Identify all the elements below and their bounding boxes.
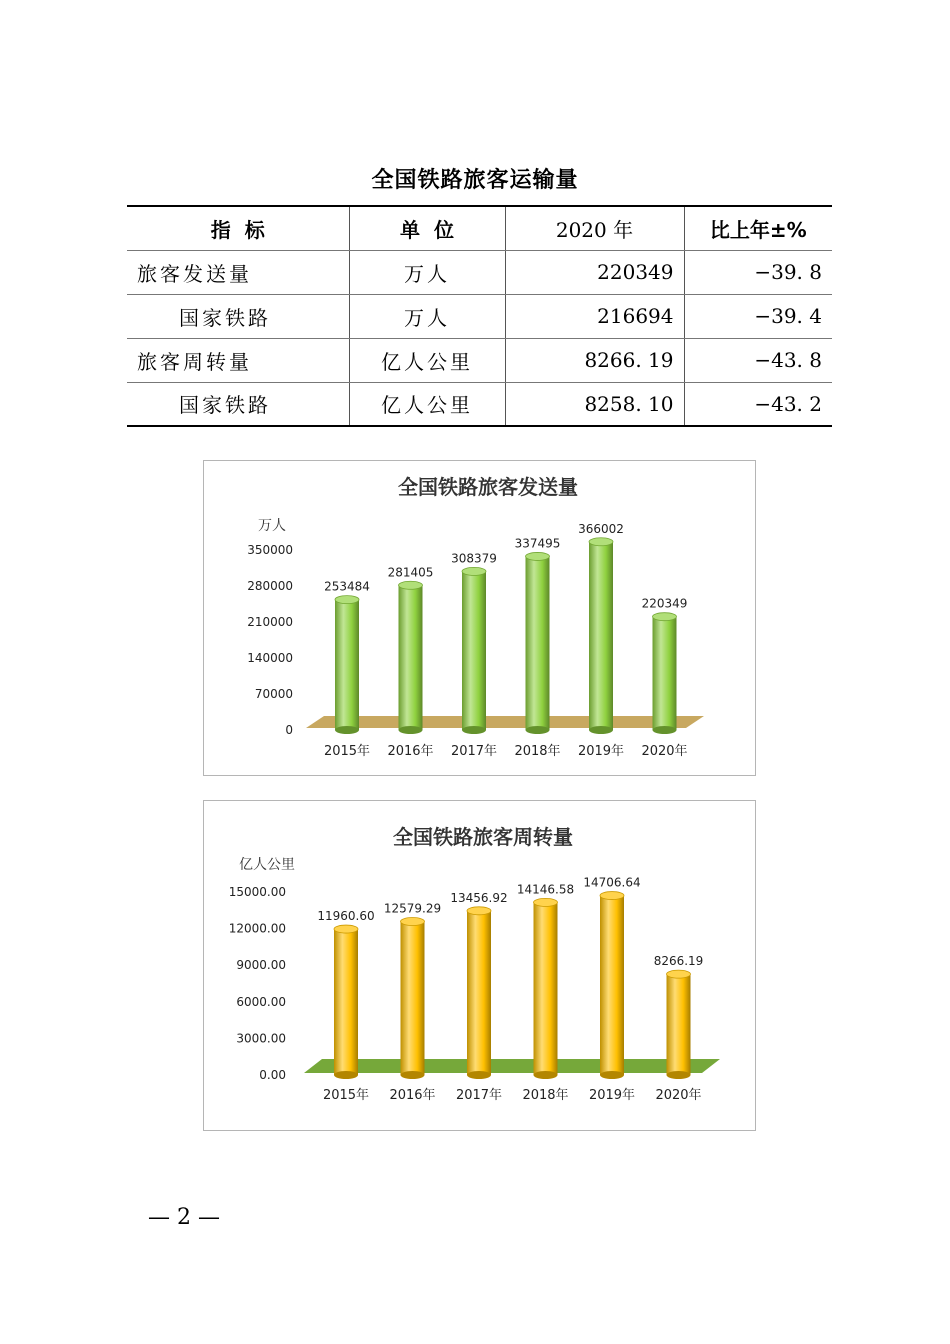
bar-base	[526, 726, 550, 734]
passenger-volume-chart	[203, 460, 756, 776]
bar-top	[589, 538, 613, 546]
bar-top	[534, 898, 558, 906]
y-tick-label: 0.00	[259, 1068, 286, 1082]
bar-base	[467, 1071, 491, 1079]
bar-body	[401, 922, 425, 1075]
bar-top	[600, 892, 624, 900]
x-tick-label: 2019年	[577, 744, 625, 759]
table-header-row	[127, 206, 832, 250]
x-tick-label: 2017年	[450, 744, 498, 759]
passenger-turnover-chart	[203, 800, 756, 1131]
table-row	[127, 250, 832, 294]
y-tick-label: 140000	[247, 651, 293, 665]
bar-body	[334, 929, 358, 1075]
bar-base	[334, 1071, 358, 1079]
x-tick-label: 2015年	[323, 744, 371, 759]
y-tick-label: 6000.00	[236, 994, 286, 1009]
bar-2015年	[335, 596, 359, 734]
bar-body	[467, 911, 491, 1075]
x-tick-label: 2016年	[389, 1088, 436, 1103]
y-tick-label: 70000	[254, 687, 293, 701]
bar-2016年	[401, 918, 425, 1079]
y-tick-label: 12000.00	[228, 921, 286, 936]
bar-base	[401, 1071, 425, 1079]
bar-body	[526, 556, 550, 730]
x-tick-label: 2015年	[322, 1088, 370, 1103]
x-tick-label: 2017年	[455, 1088, 503, 1103]
x-tick-label: 2020年	[655, 1088, 702, 1103]
data-label: 337495	[514, 536, 561, 551]
data-label: 366002	[578, 521, 624, 536]
bar-top	[653, 613, 677, 621]
table-row	[127, 294, 832, 338]
bar-2019年	[589, 538, 613, 734]
row-unit: 亿人公里	[349, 382, 505, 426]
row-unit: 万人	[349, 250, 505, 294]
bar-2018年	[534, 898, 558, 1079]
table-row	[127, 338, 832, 382]
data-label: 220349	[641, 596, 688, 611]
bar-body	[462, 571, 486, 730]
row-change: −39. 4	[684, 294, 832, 338]
bar-2020年	[667, 970, 691, 1079]
bar-top	[335, 596, 359, 604]
bar-top	[467, 907, 491, 915]
bar-base	[335, 726, 359, 734]
chart-floor	[304, 1059, 720, 1073]
bar-2017年	[462, 567, 486, 734]
bar-2018年	[526, 552, 550, 734]
header-unit: 单 位	[349, 206, 505, 250]
y-tick-label: 280000	[247, 579, 293, 593]
y-tick-label: 0	[285, 723, 293, 737]
chart-floor	[306, 716, 704, 728]
row-value: 216694	[505, 294, 684, 338]
bar-body	[335, 600, 359, 730]
row-unit: 亿人公里	[349, 338, 505, 382]
table-title: 全国铁路旅客运输量	[371, 168, 579, 193]
bar-base	[534, 1071, 558, 1079]
bar-base	[600, 1071, 624, 1079]
y-axis-label: 亿人公里	[239, 857, 295, 873]
row-unit: 万人	[349, 294, 505, 338]
bar-top	[667, 970, 691, 978]
bar-base	[667, 1071, 691, 1079]
x-tick-label: 2016年	[387, 744, 434, 759]
y-tick-label: 210000	[247, 615, 293, 629]
header-change: 比上年±%	[684, 206, 832, 250]
bar-top	[401, 918, 425, 926]
passenger-turnover-chart-svg	[204, 801, 755, 1130]
bar-body	[534, 902, 558, 1075]
data-label: 14706.64	[583, 875, 641, 890]
row-change: −43. 2	[684, 382, 832, 426]
data-label: 253484	[324, 579, 370, 594]
bar-body	[600, 896, 624, 1075]
x-tick-label: 2019年	[588, 1088, 636, 1103]
y-tick-label: 15000.00	[228, 885, 286, 899]
bar-2015年	[334, 925, 358, 1079]
bar-base	[399, 726, 423, 734]
y-axis-label: 万人	[258, 518, 286, 534]
bar-body	[667, 974, 691, 1075]
row-name: 旅客周转量	[127, 338, 349, 382]
bar-2017年	[467, 907, 491, 1079]
bar-body	[399, 585, 423, 730]
passenger-transport-table	[127, 205, 832, 427]
data-label: 308379	[451, 551, 497, 566]
row-name: 旅客发送量	[127, 250, 349, 294]
chart-title: 全国铁路旅客周转量	[393, 825, 573, 849]
bar-body	[589, 542, 613, 730]
y-tick-label: 3000.00	[236, 1031, 286, 1046]
bar-2020年	[653, 613, 677, 734]
chart-title: 全国铁路旅客发送量	[398, 475, 578, 499]
bar-base	[462, 726, 486, 734]
bar-base	[589, 726, 613, 734]
bar-top	[526, 552, 550, 560]
data-label: 13456.92	[450, 890, 508, 905]
bar-2016年	[399, 581, 423, 734]
page-number: — 2 —	[148, 1205, 220, 1230]
row-value: 220349	[505, 250, 684, 294]
passenger-volume-chart-svg	[204, 461, 755, 775]
data-label: 12579.29	[383, 901, 442, 916]
row-value: 8258. 10	[505, 382, 684, 426]
row-name: 国家铁路	[127, 382, 349, 426]
bar-top	[334, 925, 358, 933]
bar-top	[399, 581, 423, 589]
row-value: 8266. 19	[505, 338, 684, 382]
bar-body	[653, 617, 677, 730]
data-label: 281405	[387, 565, 434, 580]
table-row	[127, 382, 832, 426]
data-label: 11960.60	[317, 909, 375, 924]
row-change: −39. 8	[684, 250, 832, 294]
x-tick-label: 2018年	[514, 744, 561, 759]
bar-2019年	[600, 892, 624, 1079]
y-tick-label: 9000.00	[236, 958, 286, 973]
bar-top	[462, 567, 486, 575]
x-tick-label: 2020年	[641, 744, 688, 759]
row-change: −43. 8	[684, 338, 832, 382]
x-tick-label: 2018年	[522, 1088, 569, 1103]
header-year: 2020 年	[505, 206, 684, 250]
bar-base	[653, 726, 677, 734]
data-label: 8266.19	[653, 954, 704, 969]
row-name: 国家铁路	[127, 294, 349, 338]
y-tick-label: 350000	[247, 543, 293, 557]
data-label: 14146.58	[516, 882, 575, 897]
header-indicator: 指 标	[127, 206, 349, 250]
